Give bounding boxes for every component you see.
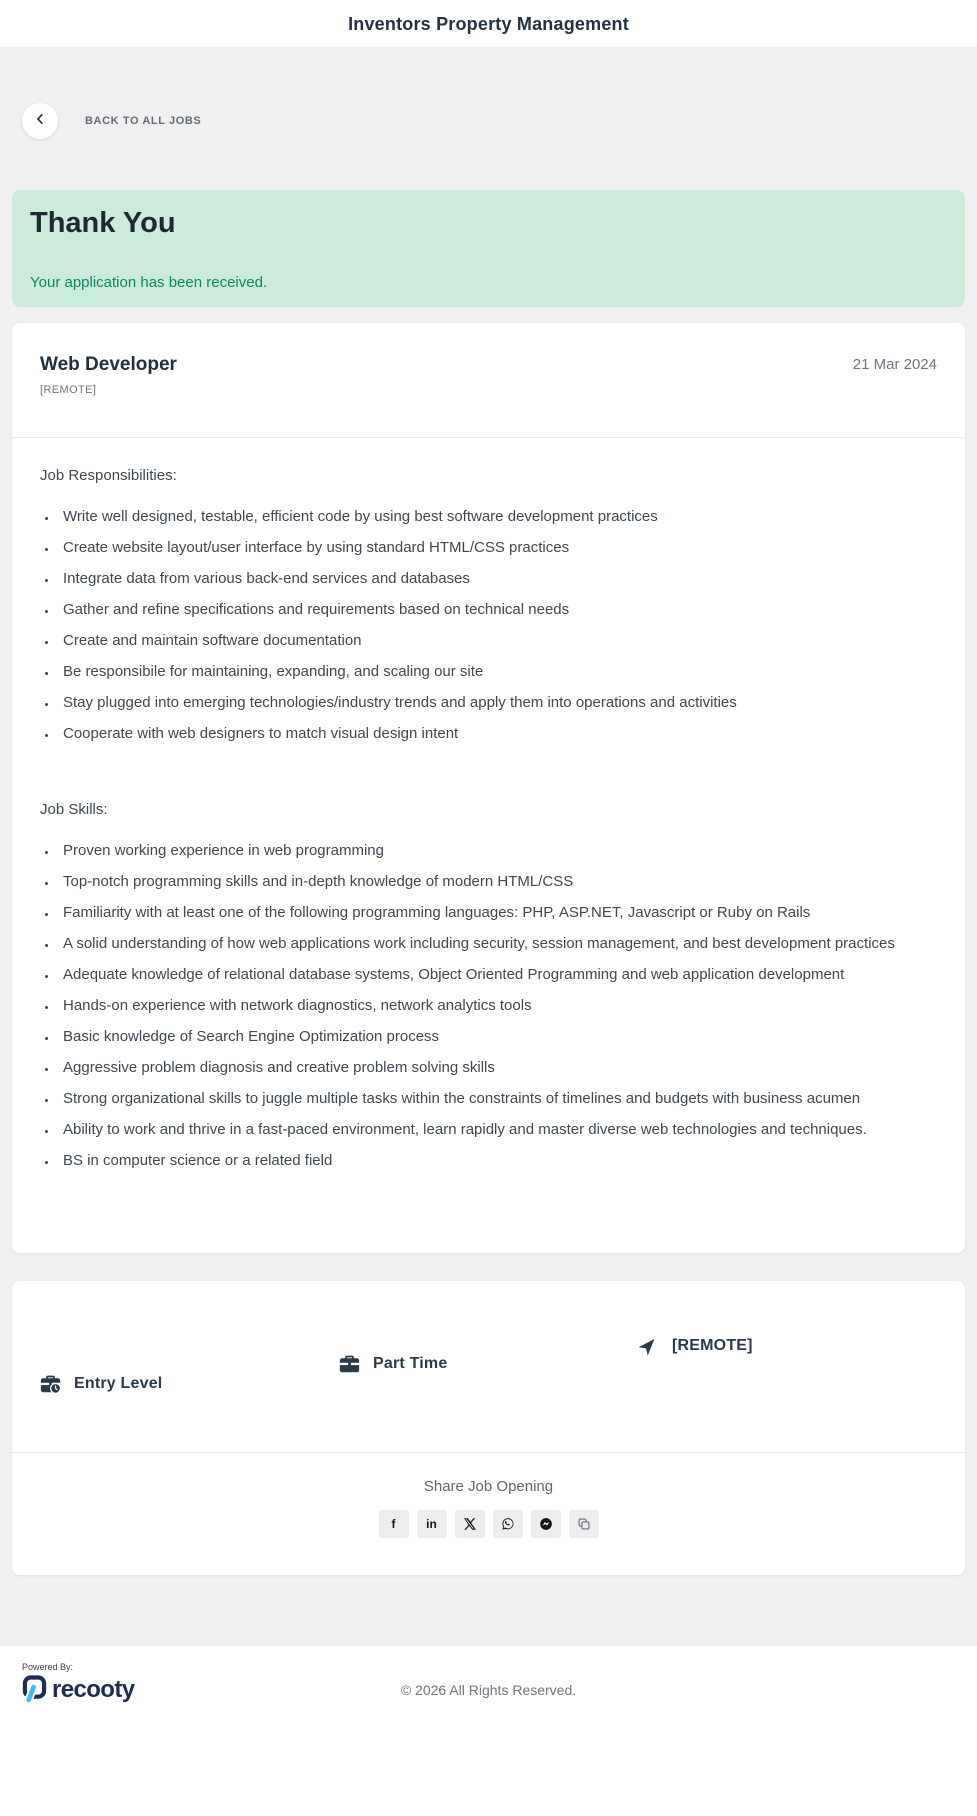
list-item: • Ability to work and thrive in a fast-paced environment, learn rapidly and master diverse web technologies and techniques. [58, 1119, 918, 1140]
list-item: • Basic knowledge of Search Engine Optimization process [58, 1026, 918, 1047]
share-buttons-row [12, 1510, 965, 1538]
list-item: • Create and maintain software documentation [58, 630, 918, 651]
job-details-card [12, 323, 965, 1253]
job-title: Web Developer [40, 354, 177, 375]
list-item: • Cooperate with web designers to match visual design intent [58, 723, 918, 744]
list-item: • Strong organizational skills to juggle multiple tasks within the constraints of timelines and budgets with business acumen [58, 1088, 918, 1109]
thank-you-title: Thank You [30, 207, 176, 239]
experience-level-item [40, 1373, 162, 1394]
location-label: [REMOTE] [672, 1336, 753, 1354]
location-column [638, 1281, 937, 1452]
share-facebook-button[interactable] [379, 1510, 409, 1538]
job-description [12, 438, 965, 1253]
location-item [638, 1335, 753, 1356]
list-item: • Proven working experience in web programming [58, 840, 918, 861]
share-linkedin-button[interactable] [417, 1510, 447, 1538]
responsibilities-list [58, 506, 937, 744]
list-item: • Gather and refine specifications and requirements based on technical needs [58, 599, 918, 620]
list-item: • A solid understanding of how web applications work including security, session management, and best development practices [58, 933, 918, 954]
copyright-text: © 2026 All Rights Reserved. [400, 1682, 577, 1698]
page-background [0, 47, 977, 1646]
share-section [12, 1453, 965, 1575]
briefcase-clock-icon [40, 1373, 61, 1394]
copy-link-icon [577, 1517, 591, 1531]
list-item: • Integrate data from various back-end services and databases [58, 568, 918, 589]
list-item: • Write well designed, testable, efficient code by using best software development practices [58, 506, 918, 527]
share-heading: Share Job Opening [423, 1478, 554, 1495]
list-item: • Aggressive problem diagnosis and creative problem solving skills [58, 1057, 918, 1078]
x-twitter-icon [463, 1517, 477, 1531]
job-type-item [339, 1353, 447, 1374]
job-type-column [339, 1281, 638, 1452]
share-x-button[interactable] [455, 1510, 485, 1538]
list-item: • Top-notch programming skills and in-depth knowledge of modern HTML/CSS [58, 871, 918, 892]
facebook-icon: f [391, 1517, 396, 1531]
app-header [0, 0, 977, 47]
share-messenger-button[interactable] [531, 1510, 561, 1538]
share-whatsapp-button[interactable] [493, 1510, 523, 1538]
experience-level-label: Entry Level [74, 1374, 163, 1392]
list-item: • Familiarity with at least one of the following programming languages: PHP, ASP.NET, Javascript or Ruby on Rails [58, 902, 918, 923]
linkedin-icon: in [426, 1517, 437, 1531]
list-item: • Create website layout/user interface by using standard HTML/CSS practices [58, 537, 918, 558]
thank-you-message: Your application has been received. [30, 274, 268, 291]
job-meta-card [12, 1281, 965, 1575]
job-meta-row [12, 1281, 965, 1453]
list-item: • Stay plugged into emerging technologies/industry trends and apply them into operations and activities [58, 692, 918, 713]
powered-by-label: Powered By: [22, 1662, 74, 1672]
back-label: BACK TO ALL JOBS [85, 115, 202, 127]
responsibilities-heading: Job Responsibilities: [40, 467, 177, 484]
messenger-icon [539, 1517, 553, 1531]
job-remote-tag: [REMOTE] [40, 384, 97, 396]
whatsapp-icon [501, 1517, 515, 1531]
job-posted-date: 21 Mar 2024 [852, 356, 937, 373]
list-item: • Be responsibile for maintaining, expanding, and scaling our site [58, 661, 918, 682]
back-to-all-jobs-link[interactable] [22, 103, 965, 139]
briefcase-icon [339, 1353, 360, 1374]
list-item: • Hands-on experience with network diagnostics, network analytics tools [58, 995, 918, 1016]
job-title-block [40, 353, 177, 397]
list-item: • BS in computer science or a related field [58, 1150, 918, 1171]
share-copy-link-button[interactable] [569, 1510, 599, 1538]
job-card-header [12, 323, 965, 438]
skills-list [58, 840, 937, 1171]
job-type-label: Part Time [373, 1354, 448, 1372]
navigation-arrow-icon [638, 1335, 659, 1356]
chevron-left-icon [33, 112, 47, 131]
skills-heading: Job Skills: [40, 801, 108, 818]
thank-you-banner [12, 190, 965, 307]
list-item: • Adequate knowledge of relational database systems, Object Oriented Programming and web application development [58, 964, 918, 985]
back-button[interactable] [22, 103, 58, 139]
page-title: Inventors Property Management [348, 14, 629, 34]
experience-level-column [40, 1281, 339, 1452]
site-footer [0, 1646, 977, 1743]
recooty-brand-name: recooty [52, 1676, 135, 1703]
